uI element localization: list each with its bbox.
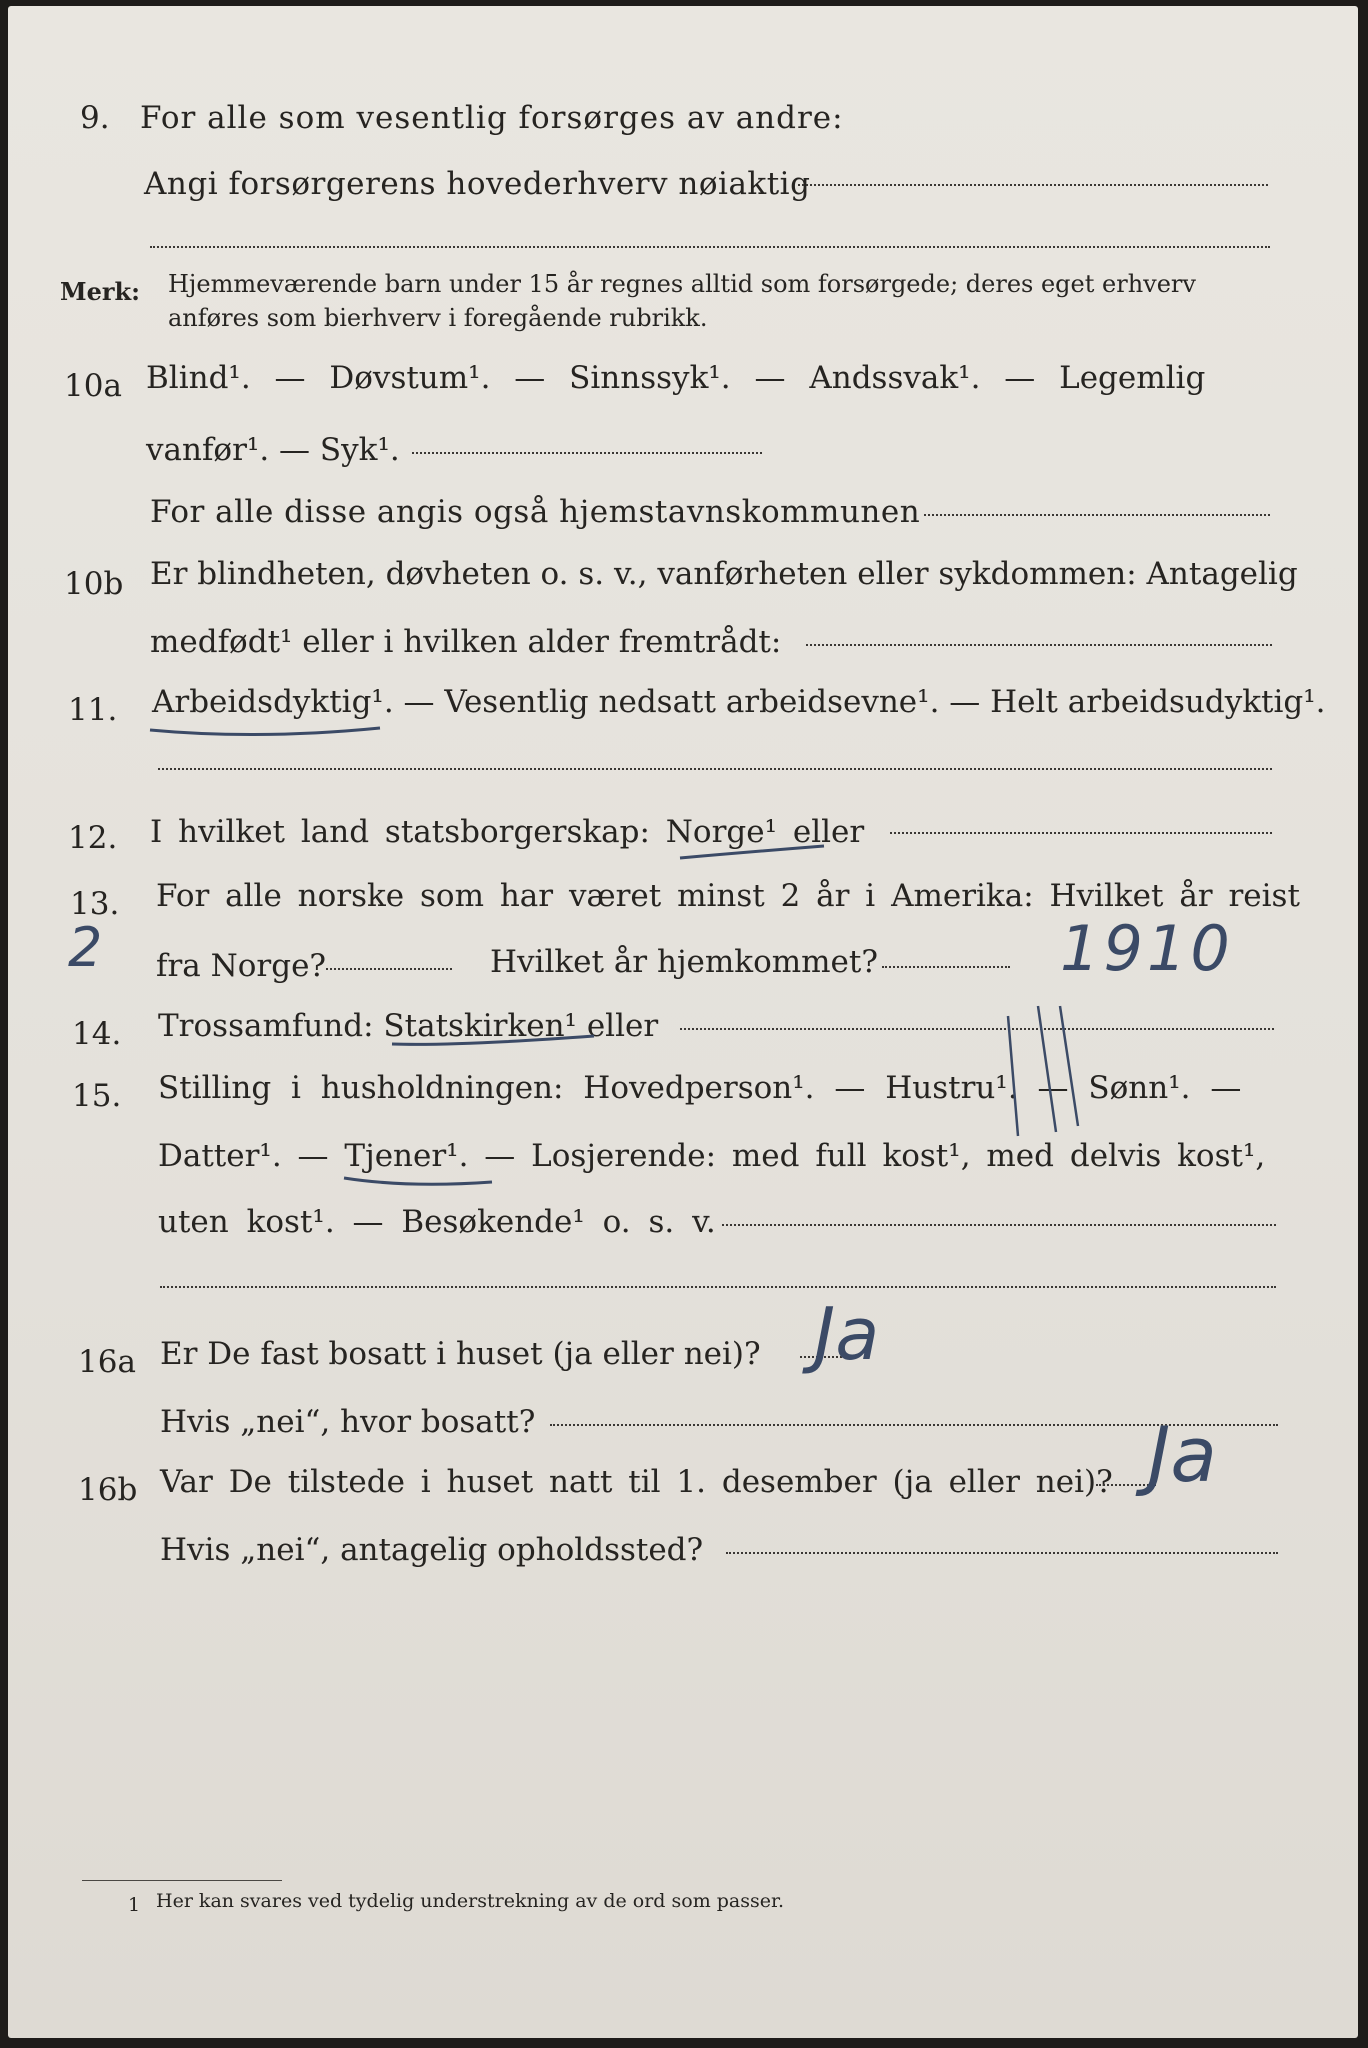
- footnote-marker: 1: [128, 1894, 141, 1916]
- footnote-text: Her kan svares ved tydelig understrekning av de ord som passer.: [156, 1890, 785, 1912]
- q13-line2a: fra Norge?: [156, 948, 327, 984]
- merk-line1: Hjemmeværende barn under 15 år regnes alltid som forsørgede; deres eget erhverv: [168, 270, 1196, 298]
- q15-line1: Stilling i husholdningen: Hovedperson¹. — Hustru¹. — Sønn¹. —: [158, 1070, 1242, 1106]
- underline-norge: [680, 846, 824, 858]
- q12-number: 12.: [68, 820, 118, 856]
- q10b-line1: Er blindheten, døvheten o. s. v., vanførheten eller sykdommen: Antagelig: [150, 556, 1298, 592]
- handwritten-answer-16b: Ja: [1148, 1410, 1217, 1499]
- q10a-line2: vanfør¹. — Syk¹.: [146, 432, 400, 468]
- underline-statskirken: [392, 1036, 594, 1044]
- handwritten-margin-mark: 2: [68, 916, 103, 979]
- handwritten-year-returned: 1910: [1060, 912, 1234, 985]
- q14-line1: Trossamfund: Statskirken¹ eller: [158, 1008, 659, 1044]
- q15-line2: Datter¹. — Tjener¹. — Losjerende: med full kost¹, med delvis kost¹,: [158, 1138, 1266, 1174]
- q12-line1: I hvilket land statsborgerskap: Norge¹ eller: [150, 814, 865, 850]
- q11-line1: Arbeidsdyktig¹. — Vesentlig nedsatt arbeidsevne¹. — Helt arbeidsudyktig¹.: [152, 684, 1326, 720]
- q10a-line1: Blind¹. — Døvstum¹. — Sinnssyk¹. — Andssvak¹. — Legemlig: [146, 360, 1206, 396]
- q13-line1: For alle norske som har været minst 2 år i Amerika: Hvilket år reist: [156, 878, 1300, 914]
- q16a-number: 16a: [78, 1344, 136, 1380]
- q16a-line1: Er De fast bosatt i huset (ja eller nei)?: [160, 1336, 761, 1372]
- merk-label: Merk:: [60, 277, 140, 306]
- q11-number: 11.: [68, 692, 118, 728]
- q9-number: 9.: [80, 100, 110, 136]
- underline-arbeidsdyktig: [150, 728, 380, 735]
- handwritten-answer-16a: Ja: [814, 1292, 880, 1376]
- q16b-number: 16b: [78, 1472, 138, 1508]
- q9-line1: For alle som vesentlig forsørges av andre:: [140, 100, 844, 136]
- q10b-line2: medfødt¹ eller i hvilken alder fremtrådt:: [150, 624, 782, 660]
- merk-line2: anføres som bierhverv i foregående rubrikk.: [168, 304, 708, 332]
- q13-number: 13.: [70, 886, 120, 922]
- census-form-page: [8, 6, 1358, 2038]
- q16b-line2: Hvis „nei“, antagelig opholdssted?: [160, 1532, 704, 1568]
- q15-number: 15.: [72, 1078, 122, 1114]
- strike-marks: [1008, 1006, 1078, 1136]
- q10b-number: 10b: [64, 566, 124, 602]
- q10a-line3: For alle disse angis også hjemstavnskommunen: [150, 494, 921, 530]
- q14-number: 14.: [72, 1016, 122, 1052]
- q15-line3: uten kost¹. — Besøkende¹ o. s. v.: [158, 1204, 716, 1240]
- q16b-line1: Var De tilstede i huset natt til 1. desember (ja eller nei)?: [160, 1464, 1113, 1500]
- handwritten-marks: [8, 6, 1358, 2038]
- underline-tjener: [344, 1178, 492, 1184]
- q9-line2: Angi forsørgerens hovederhverv nøiaktig: [144, 166, 811, 202]
- q10a-number: 10a: [64, 368, 122, 404]
- q16a-line2: Hvis „nei“, hvor bosatt?: [160, 1404, 536, 1440]
- q13-line2b: Hvilket år hjemkommet?: [490, 944, 878, 980]
